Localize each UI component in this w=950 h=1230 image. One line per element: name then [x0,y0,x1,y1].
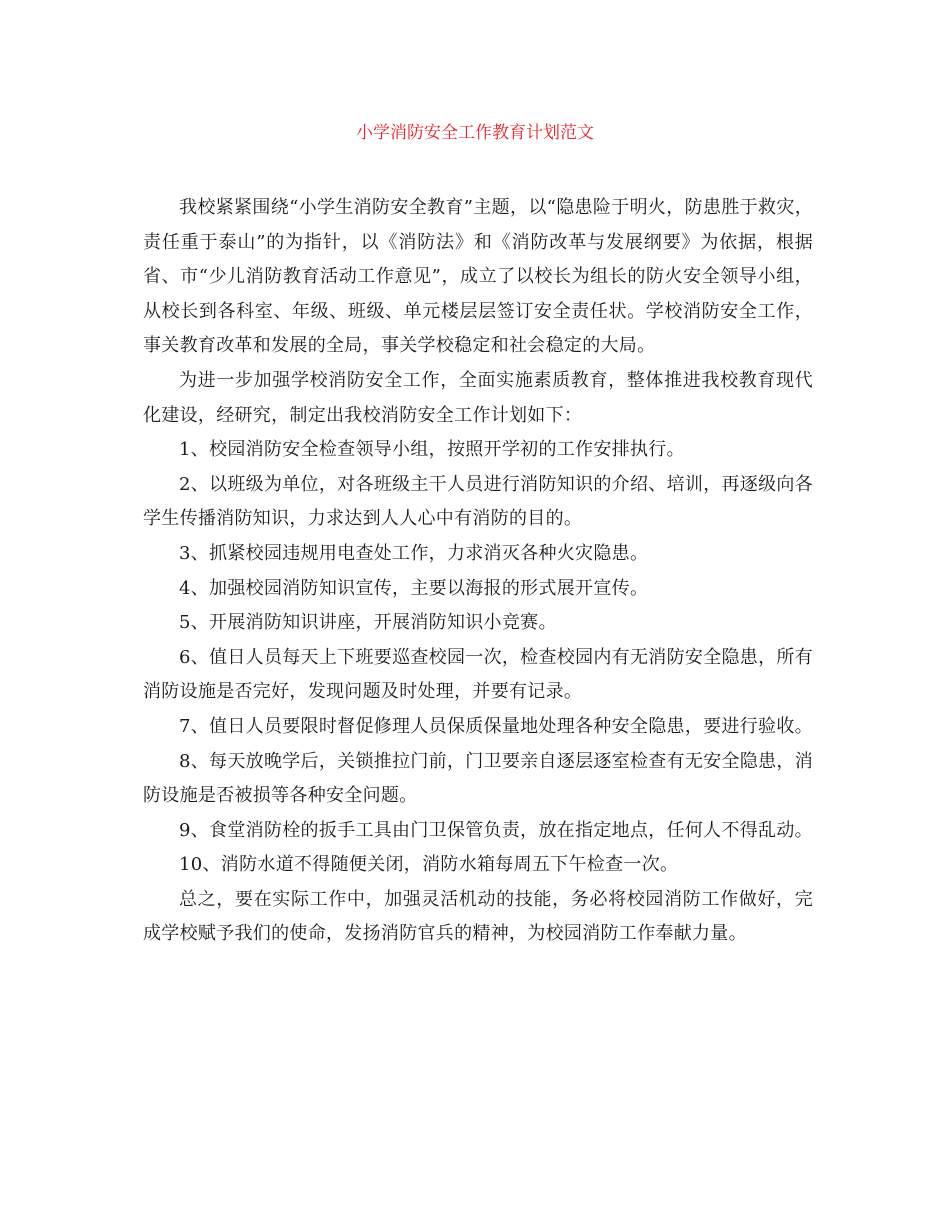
plan-item-5: 5、开展消防知识讲座，开展消防知识小竞赛。 [179,612,557,634]
paragraph-intro: 我校紧紧围绕“小学生消防安全教育”主题，以“隐患险于明火，防患胜于救灾，责任重于泰山”的为指针，以《消防法》和《消防改革与发展纲要》为依据，根据省、市“少儿消防教育活动工作意见”，成立了以校长为组长的防火安全领导小组，从校长到各科室、年级、班级、单元楼层层签订安全责任状。学校消防安全工作，事关教育改革和发展的全局，事关学校稳定和社会稳定的大局。 [143,197,813,357]
document-body [143,191,813,952]
paragraph-conclusion: 总之，要在实际工作中，加强灵活机动的技能，务必将校园消防工作做好，完成学校赋予我们的使命，发扬消防官兵的精神，为校园消防工作奉献力量。 [143,888,813,945]
document-title: 小学消防安全工作教育计划范文 [356,123,594,143]
plan-item-3: 3、抓紧校园违规用电查处工作，力求消灭各种火灾隐患。 [179,542,649,564]
paragraph-purpose: 为进一步加强学校消防安全工作，全面实施素质教育，整体推进我校教育现代化建设，经研究，制定出我校消防安全工作计划如下： [143,369,813,426]
plan-item-9: 9、食堂消防栓的扳手工具由门卫保管负责，放在指定地点，任何人不得乱动。 [179,819,813,841]
plan-item-1: 1、校园消防安全检查领导小组，按照开学初的工作安排执行。 [179,439,685,461]
plan-item-8: 8、每天放晚学后，关锁推拉门前，门卫要亲自逐层逐室检查有无安全隐患，消防设施是否被损等各种安全问题。 [143,750,813,807]
plan-item-10: 10、消防水道不得随便关闭，消防水箱每周五下午检查一次。 [179,854,679,876]
plan-item-7: 7、值日人员要限时督促修理人员保质保量地处理各种安全隐患，要进行验收。 [179,715,813,737]
plan-item-2: 2、以班级为单位，对各班级主干人员进行消防知识的介绍、培训，再逐级向各学生传播消防知识，力求达到人人心中有消防的目的。 [143,473,813,530]
plan-item-6: 6、值日人员每天上下班要巡查校园一次，检查校园内有无消防安全隐患，所有消防设施是否完好，发现问题及时处理，并要有记录。 [143,646,813,703]
plan-item-4: 4、加强校园消防知识宣传，主要以海报的形式展开宣传。 [179,577,649,599]
